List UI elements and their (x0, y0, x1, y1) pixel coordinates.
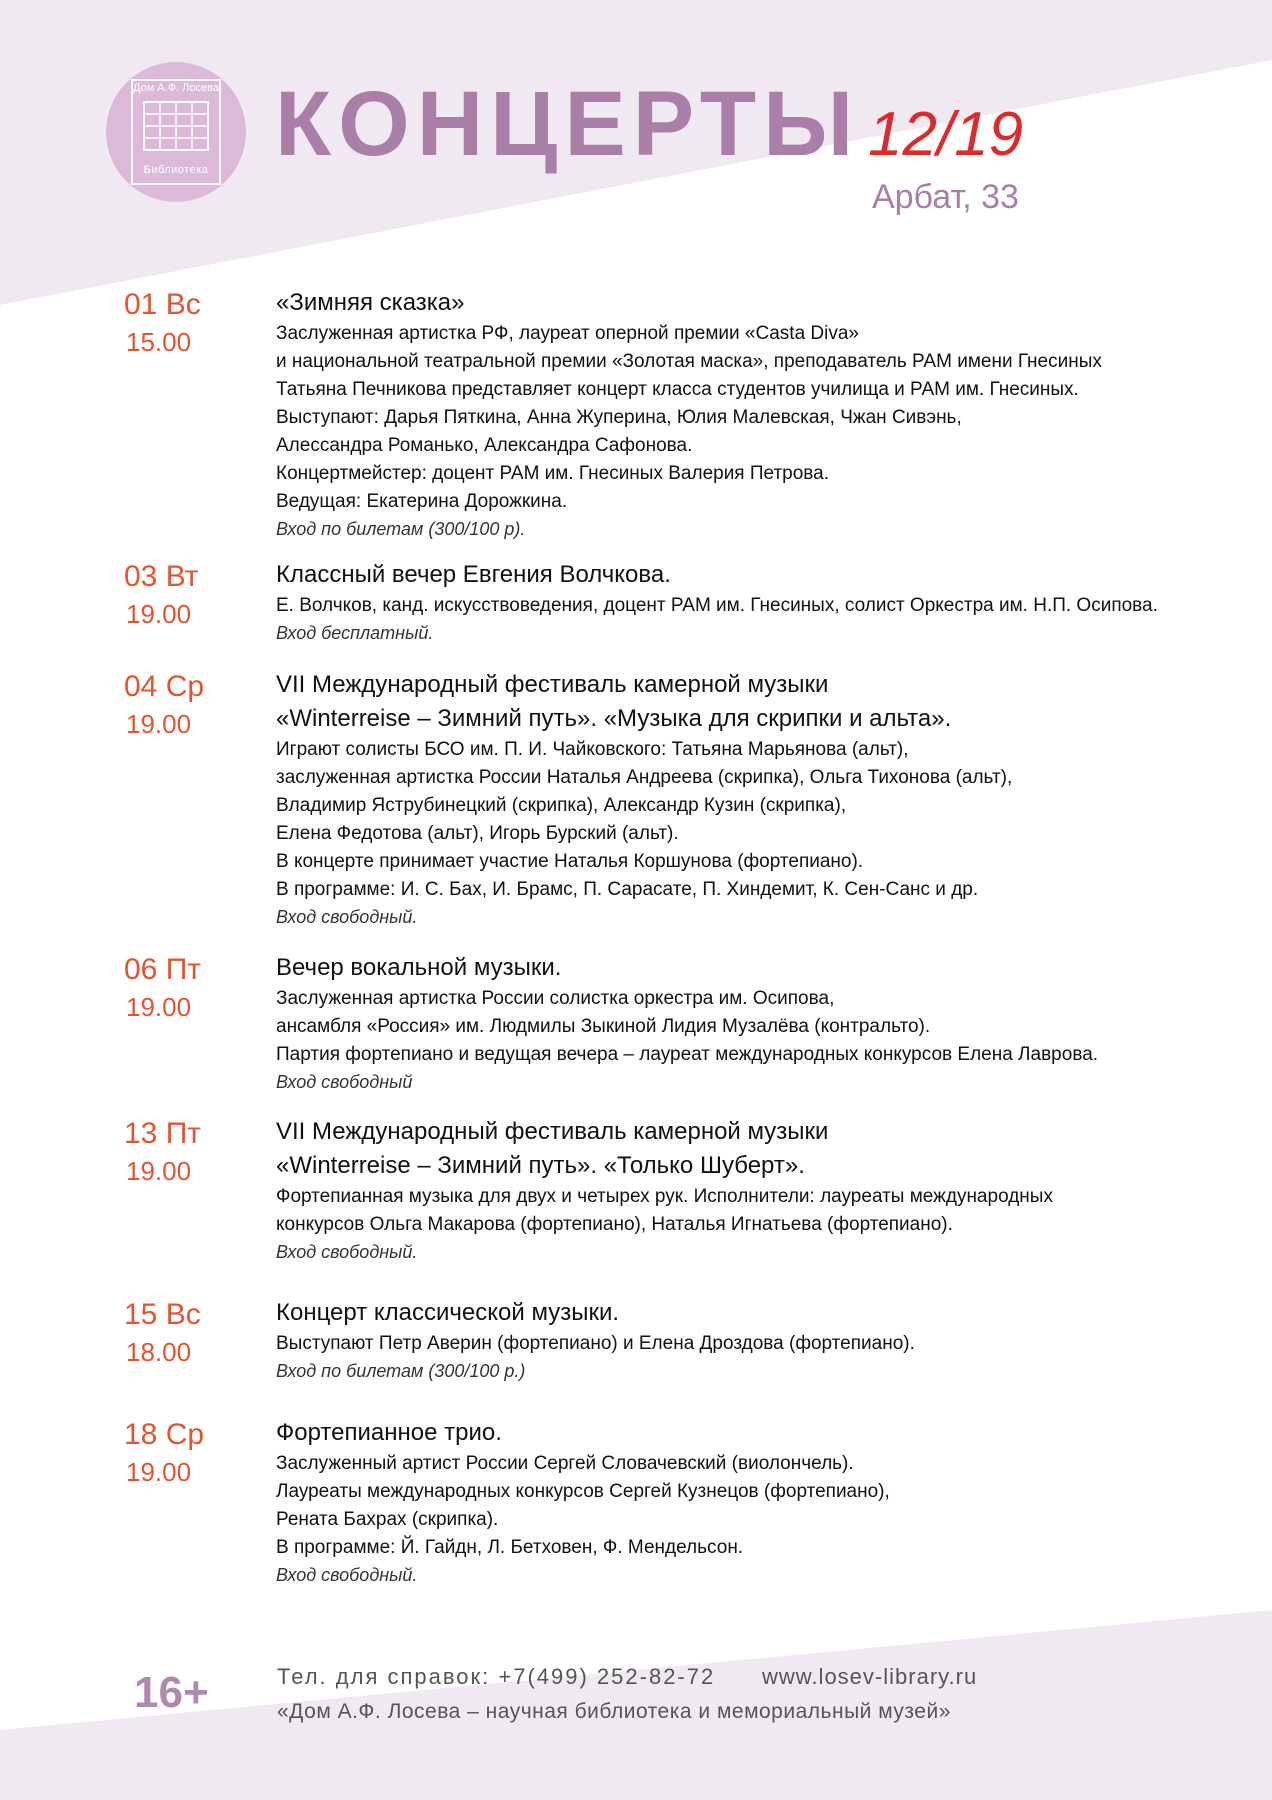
event-date: 03 Вт (124, 560, 199, 593)
event-line: Рената Бахрах (скрипка). (276, 1509, 499, 1530)
event-date: 13 Пт (124, 1117, 202, 1150)
event-title: Фортепианное трио. (276, 1419, 502, 1446)
event-line: Заслуженная артистка РФ, лауреат оперной премии «Casta Diva» (276, 323, 859, 344)
event-line: Е. Волчков, канд. искусствоведения, доцент РАМ им. Гнесиных, солист Оркестра им. Н.П. Осипова. (276, 595, 1158, 616)
event-admission: Вход свободный. (276, 1565, 418, 1585)
event-content (276, 668, 1236, 930)
event-line: В концерте принимает участие Наталья Коршунова (фортепиано). (276, 851, 864, 872)
event-date: 01 Вс (124, 288, 201, 321)
event-content (276, 286, 1236, 542)
logo-caption-top: Дом А.Ф. Лосева (133, 82, 219, 94)
event-date: 04 Ср (124, 670, 205, 703)
event-title: Классный вечер Евгения Волчкова. (276, 561, 671, 588)
event-line: Лауреаты международных конкурсов Сергей Кузнецов (фортепиано), (276, 1481, 890, 1502)
issue-number: 12/19 (868, 100, 1024, 169)
event-line: В программе: Й. Гайдн, Л. Бетховен, Ф. Мендельсон. (276, 1537, 744, 1558)
event-admission: Вход свободный. (276, 907, 418, 927)
event-time: 19.00 (126, 1457, 192, 1487)
website-link[interactable]: www.losev-library.ru (762, 1664, 978, 1689)
event-line: Заслуженный артист России Сергей Словачевский (виолончель). (276, 1453, 854, 1474)
event-line: Татьяна Печникова представляет концерт класса студентов училища и РАМ им. Гнесиных. (276, 379, 1079, 400)
event-content (276, 1416, 1236, 1588)
event-date: 18 Ср (124, 1418, 205, 1451)
event-line: заслуженная артистка России Наталья Андреева (скрипка), Ольга Тихонова (альт), (276, 767, 1013, 788)
event-content (276, 951, 1236, 1095)
event-time: 19.00 (126, 709, 192, 739)
event-title: VII Международный фестиваль камерной музыки (276, 1118, 829, 1145)
event-time: 15.00 (126, 327, 192, 357)
logo-caption-bottom: Библиотека (143, 164, 209, 176)
event-line: Ведущая: Екатерина Дорожкина. (276, 491, 568, 512)
event-time: 19.00 (126, 1156, 192, 1186)
event-date: 15 Вс (124, 1298, 201, 1331)
event-line: Алессандра Романько, Александра Сафонова. (276, 435, 693, 456)
event-line: Елена Федотова (альт), Игорь Бурский (альт). (276, 823, 679, 844)
event-admission: Вход свободный (276, 1072, 413, 1092)
event-time: 18.00 (126, 1337, 192, 1367)
event-line: и национальной театральной премии «Золотая маска», преподаватель РАМ имени Гнесиных (276, 351, 1102, 372)
event-time: 19.00 (126, 992, 192, 1022)
event-content (276, 1115, 1236, 1265)
event-subtitle: «Winterreise – Зимний путь». «Музыка для скрипки и альта». (276, 705, 952, 732)
event-line: Концертмейстер: доцент РАМ им. Гнесиных Валерия Петрова. (276, 463, 830, 484)
event-title: «Зимняя сказка» (276, 289, 465, 316)
page-title: КОНЦЕРТЫ (275, 73, 861, 175)
contact-phone: Тел. для справок: +7(499) 252-82-72 (277, 1664, 716, 1689)
age-rating: 16+ (134, 1668, 209, 1717)
event-admission: Вход свободный. (276, 1242, 418, 1262)
event-time: 19.00 (126, 599, 192, 629)
event-line: Партия фортепиано и ведущая вечера – лауреат международных конкурсов Елена Лаврова. (276, 1044, 1099, 1065)
event-line: Играют солисты БСО им. П. И. Чайковского: Татьяна Марьянова (альт), (276, 739, 909, 760)
event-line: Владимир Яструбинецкий (скрипка), Александр Кузин (скрипка), (276, 795, 847, 816)
event-title: Концерт классической музыки. (276, 1299, 620, 1326)
organization-name: «Дом А.Ф. Лосева – научная библиотека и мемориальный музей» (277, 1700, 951, 1723)
event-content (276, 1296, 1236, 1384)
event-title: Вечер вокальной музыки. (276, 954, 562, 981)
venue-address: Арбат, 33 (872, 178, 1019, 216)
event-title: VII Международный фестиваль камерной музыки (276, 671, 829, 698)
event-line: Фортепианная музыка для двух и четырех рук. Исполнители: лауреаты международных (276, 1186, 1053, 1207)
event-line: В программе: И. С. Бах, И. Брамс, П. Сарасате, П. Хиндемит, К. Сен-Санс и др. (276, 879, 979, 900)
event-line: Заслуженная артистка России солистка оркестра им. Осипова, (276, 988, 835, 1009)
library-logo (106, 62, 246, 202)
event-line: Выступают: Дарья Пяткина, Анна Жуперина, Юлия Малевская, Чжан Сивэнь, (276, 407, 962, 428)
event-subtitle: «Winterreise – Зимний путь». «Только Шуберт». (276, 1152, 805, 1179)
event-line: Выступают Петр Аверин (фортепиано) и Елена Дроздова (фортепиано). (276, 1333, 915, 1354)
event-line: конкурсов Ольга Макарова (фортепиано), Наталья Игнатьева (фортепиано). (276, 1214, 953, 1235)
event-content (276, 558, 1236, 646)
event-date: 06 Пт (124, 953, 202, 986)
event-admission: Вход по билетам (300/100 р.) (276, 1361, 526, 1381)
event-line: ансамбля «Россия» им. Людмилы Зыкиной Лидия Музалёва (контральто). (276, 1016, 931, 1037)
event-admission: Вход по билетам (300/100 р). (276, 519, 526, 539)
event-admission: Вход бесплатный. (276, 623, 434, 643)
